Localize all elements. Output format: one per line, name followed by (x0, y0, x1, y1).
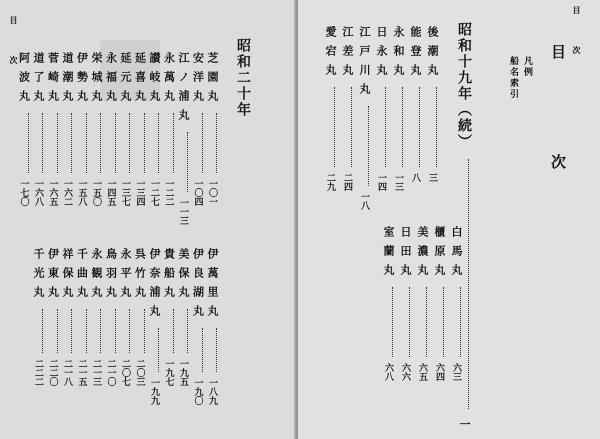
toc-entry (45, 52, 62, 206)
page-number: 二一三 (91, 359, 101, 386)
ship-name: 江差丸 (341, 26, 354, 83)
toc-entry (424, 26, 441, 182)
leader-dots (392, 287, 393, 357)
toc-entry (161, 248, 178, 386)
leader-dots (115, 113, 116, 173)
leader-dots (71, 309, 72, 353)
era-heading: 昭和十九年（続） (456, 22, 472, 150)
toc-entry (30, 248, 47, 386)
ship-name: 江戸川丸 (358, 26, 371, 102)
page-number: 一二二 (163, 179, 174, 206)
leader-dots (71, 113, 72, 173)
page-number: 二二二 (33, 359, 43, 386)
toc-entry (103, 248, 120, 386)
ship-name: 室蘭丸 (382, 226, 395, 283)
toc-entry (356, 26, 373, 210)
leader-dots (187, 132, 188, 192)
leader-dots (216, 328, 217, 372)
leader-dots (42, 309, 43, 353)
ship-name: 讃岐丸 (148, 52, 161, 109)
toc-entry (373, 26, 390, 191)
page-number: 二一五 (76, 359, 87, 386)
ship-name: 千曲丸 (75, 248, 89, 305)
ship-name: 伊萬里丸 (206, 248, 219, 324)
ship-name: 日永丸 (375, 26, 388, 83)
page-number: 三 (427, 173, 437, 182)
ship-name: 江ノ浦丸 (177, 52, 190, 128)
leader-dots (173, 113, 174, 173)
toc-entry (190, 52, 207, 206)
toc-entry (16, 52, 33, 206)
leader-dots (158, 113, 159, 173)
leader-dots (100, 309, 101, 353)
leader-dots (129, 113, 130, 173)
ship-name: 永平丸 (119, 248, 132, 305)
toc-entry (117, 52, 134, 206)
page-number: 六八 (383, 363, 393, 381)
toc-entry (407, 26, 424, 182)
leader-dots (409, 287, 410, 357)
leader-dots (187, 309, 188, 353)
toc-entry (45, 248, 62, 386)
page-number: 一五〇 (91, 179, 101, 206)
page-number: 一九七 (163, 359, 174, 386)
right-page (298, 0, 600, 439)
ship-name: 延喜丸 (133, 52, 147, 109)
page-number: 六六 (400, 363, 410, 381)
toc-entry (59, 52, 76, 206)
ship-name: 愛宕丸 (324, 26, 337, 83)
leader-dots (129, 309, 130, 353)
ship-name: 呉竹丸 (133, 248, 147, 305)
ship-name: 永萬丸 (162, 52, 176, 109)
ship-name: 伊東丸 (46, 248, 60, 305)
toc-entry (103, 52, 120, 206)
era-heading: 昭和二十年 (235, 38, 251, 118)
running-head: 目 次 (9, 16, 19, 76)
page-number: 二一〇 (105, 359, 116, 386)
ship-name: 後潮丸 (426, 26, 439, 83)
leader-dots (57, 113, 58, 173)
ship-name: 美保丸 (177, 248, 190, 305)
leader-dots (42, 113, 43, 173)
leader-dots (202, 328, 203, 372)
leader-dots (202, 113, 203, 173)
prelim-item-ship-index: 船名索引 (508, 56, 518, 100)
page-number: 二二〇 (47, 359, 58, 386)
toc-entry (339, 26, 356, 191)
leader-dots (419, 87, 420, 167)
toc-entry (390, 26, 407, 191)
page-number: 一三七 (120, 179, 130, 206)
page-number: 一七〇 (18, 179, 29, 206)
leader-dots (100, 113, 101, 173)
ship-name: 芝園丸 (206, 52, 219, 109)
toc-entry (397, 226, 414, 381)
leader-dots (216, 113, 217, 173)
toc-entry (175, 248, 192, 386)
ship-name: 伊奈浦丸 (148, 248, 161, 324)
page-number: 一九九 (149, 378, 159, 405)
page-number: 一一三 (178, 198, 188, 225)
ship-name: 伊良湖丸 (191, 248, 205, 324)
leader-dots (426, 287, 427, 357)
toc-entry (204, 52, 221, 206)
ship-name: 貴船丸 (162, 248, 176, 305)
ship-name: 能登丸 (409, 26, 422, 83)
ship-name: 栄城丸 (90, 52, 103, 109)
page-number: 一六五 (47, 179, 58, 206)
page-number: 二四 (342, 173, 352, 191)
toc-entry (380, 226, 397, 381)
leader-dots (144, 113, 145, 173)
page-number: 二九 (325, 173, 335, 191)
page-number: 一四 (376, 173, 386, 191)
ship-name: 伊勢丸 (75, 52, 89, 109)
page-number: 二一八 (62, 359, 72, 386)
leader-dots (460, 287, 461, 357)
page-number: 八 (410, 173, 420, 182)
leader-dots (436, 87, 437, 167)
prelim-item-hanrei: 凡例 (522, 56, 532, 78)
leader-dots (28, 113, 29, 173)
toc-entry (161, 52, 178, 206)
ship-name: 永福丸 (104, 52, 118, 109)
left-page (0, 0, 296, 439)
ship-name: 日田丸 (399, 226, 412, 283)
page-number: 一九五 (178, 359, 188, 386)
ship-name: 永観丸 (90, 248, 103, 305)
page-number: 六五 (417, 363, 427, 381)
ship-name: 道潮丸 (61, 52, 74, 109)
toc-entry (88, 52, 105, 206)
toc-entry (146, 52, 163, 206)
page-number: 一〇四 (192, 179, 203, 206)
toc-entry (190, 248, 207, 405)
leader-dots (115, 309, 116, 353)
era-page-number: 一 (458, 418, 471, 432)
page-number: 一四五 (105, 179, 116, 206)
page-number: 一六二 (62, 179, 72, 206)
page-number: 一八 (359, 192, 369, 210)
toc-entry (117, 248, 134, 386)
toc-entry (175, 52, 192, 225)
toc-entry (88, 248, 105, 386)
page-number: 二〇七 (120, 359, 130, 386)
page-number: 一八九 (207, 378, 217, 405)
leader-dots (385, 87, 386, 167)
page-number: 一五八 (76, 179, 87, 206)
page-number: 一三 (393, 173, 403, 191)
ship-name: 安洋丸 (191, 52, 205, 109)
ship-name: 櫃原丸 (433, 226, 446, 283)
ship-name: 延元丸 (119, 52, 132, 109)
toc-entry (59, 248, 76, 386)
ship-name: 美濃丸 (416, 226, 429, 283)
page-number: 一九〇 (192, 378, 203, 405)
page-number: 一六八 (33, 179, 43, 206)
ship-name: 鳥羽丸 (104, 248, 118, 305)
leader-dots (351, 87, 352, 167)
ship-name: 阿波丸 (17, 52, 31, 109)
ship-name: 祥保丸 (61, 248, 74, 305)
page-number: 六四 (434, 363, 444, 381)
ship-name: 白馬丸 (450, 226, 463, 283)
toc-entry (448, 226, 465, 381)
toc-entry (74, 52, 91, 206)
leader-dots (86, 113, 87, 173)
toc-entry (146, 248, 163, 405)
toc-entry (132, 52, 149, 206)
leader-dots (368, 106, 369, 186)
running-head: 目 次 (572, 6, 582, 66)
leader-dots (402, 87, 403, 167)
leader-dots (334, 87, 335, 167)
leader-dots (173, 309, 174, 353)
leader-dots (158, 328, 159, 372)
ship-name: 道了丸 (32, 52, 45, 109)
leader-dots (57, 309, 58, 353)
page-number: 一〇一 (207, 179, 217, 206)
toc-entry (30, 52, 47, 206)
toc-entry (414, 226, 431, 381)
leader-dots (443, 287, 444, 357)
toc-entry (204, 248, 221, 405)
ship-name: 菅崎丸 (46, 52, 60, 109)
page-number: 一三四 (134, 179, 145, 206)
leader-dots (144, 309, 145, 353)
ship-name: 永和丸 (392, 26, 405, 83)
toc-entry (74, 248, 91, 386)
leader-dots (86, 309, 87, 353)
page-number: 二〇三 (134, 359, 145, 386)
toc-entry (431, 226, 448, 381)
main-title: 目 次 (549, 44, 567, 209)
toc-entry (132, 248, 149, 386)
page-number: 一二七 (149, 179, 159, 206)
ship-name: 千光丸 (32, 248, 45, 305)
page-number: 六三 (451, 363, 461, 381)
toc-entry (322, 26, 339, 191)
leader-dots (468, 159, 469, 409)
